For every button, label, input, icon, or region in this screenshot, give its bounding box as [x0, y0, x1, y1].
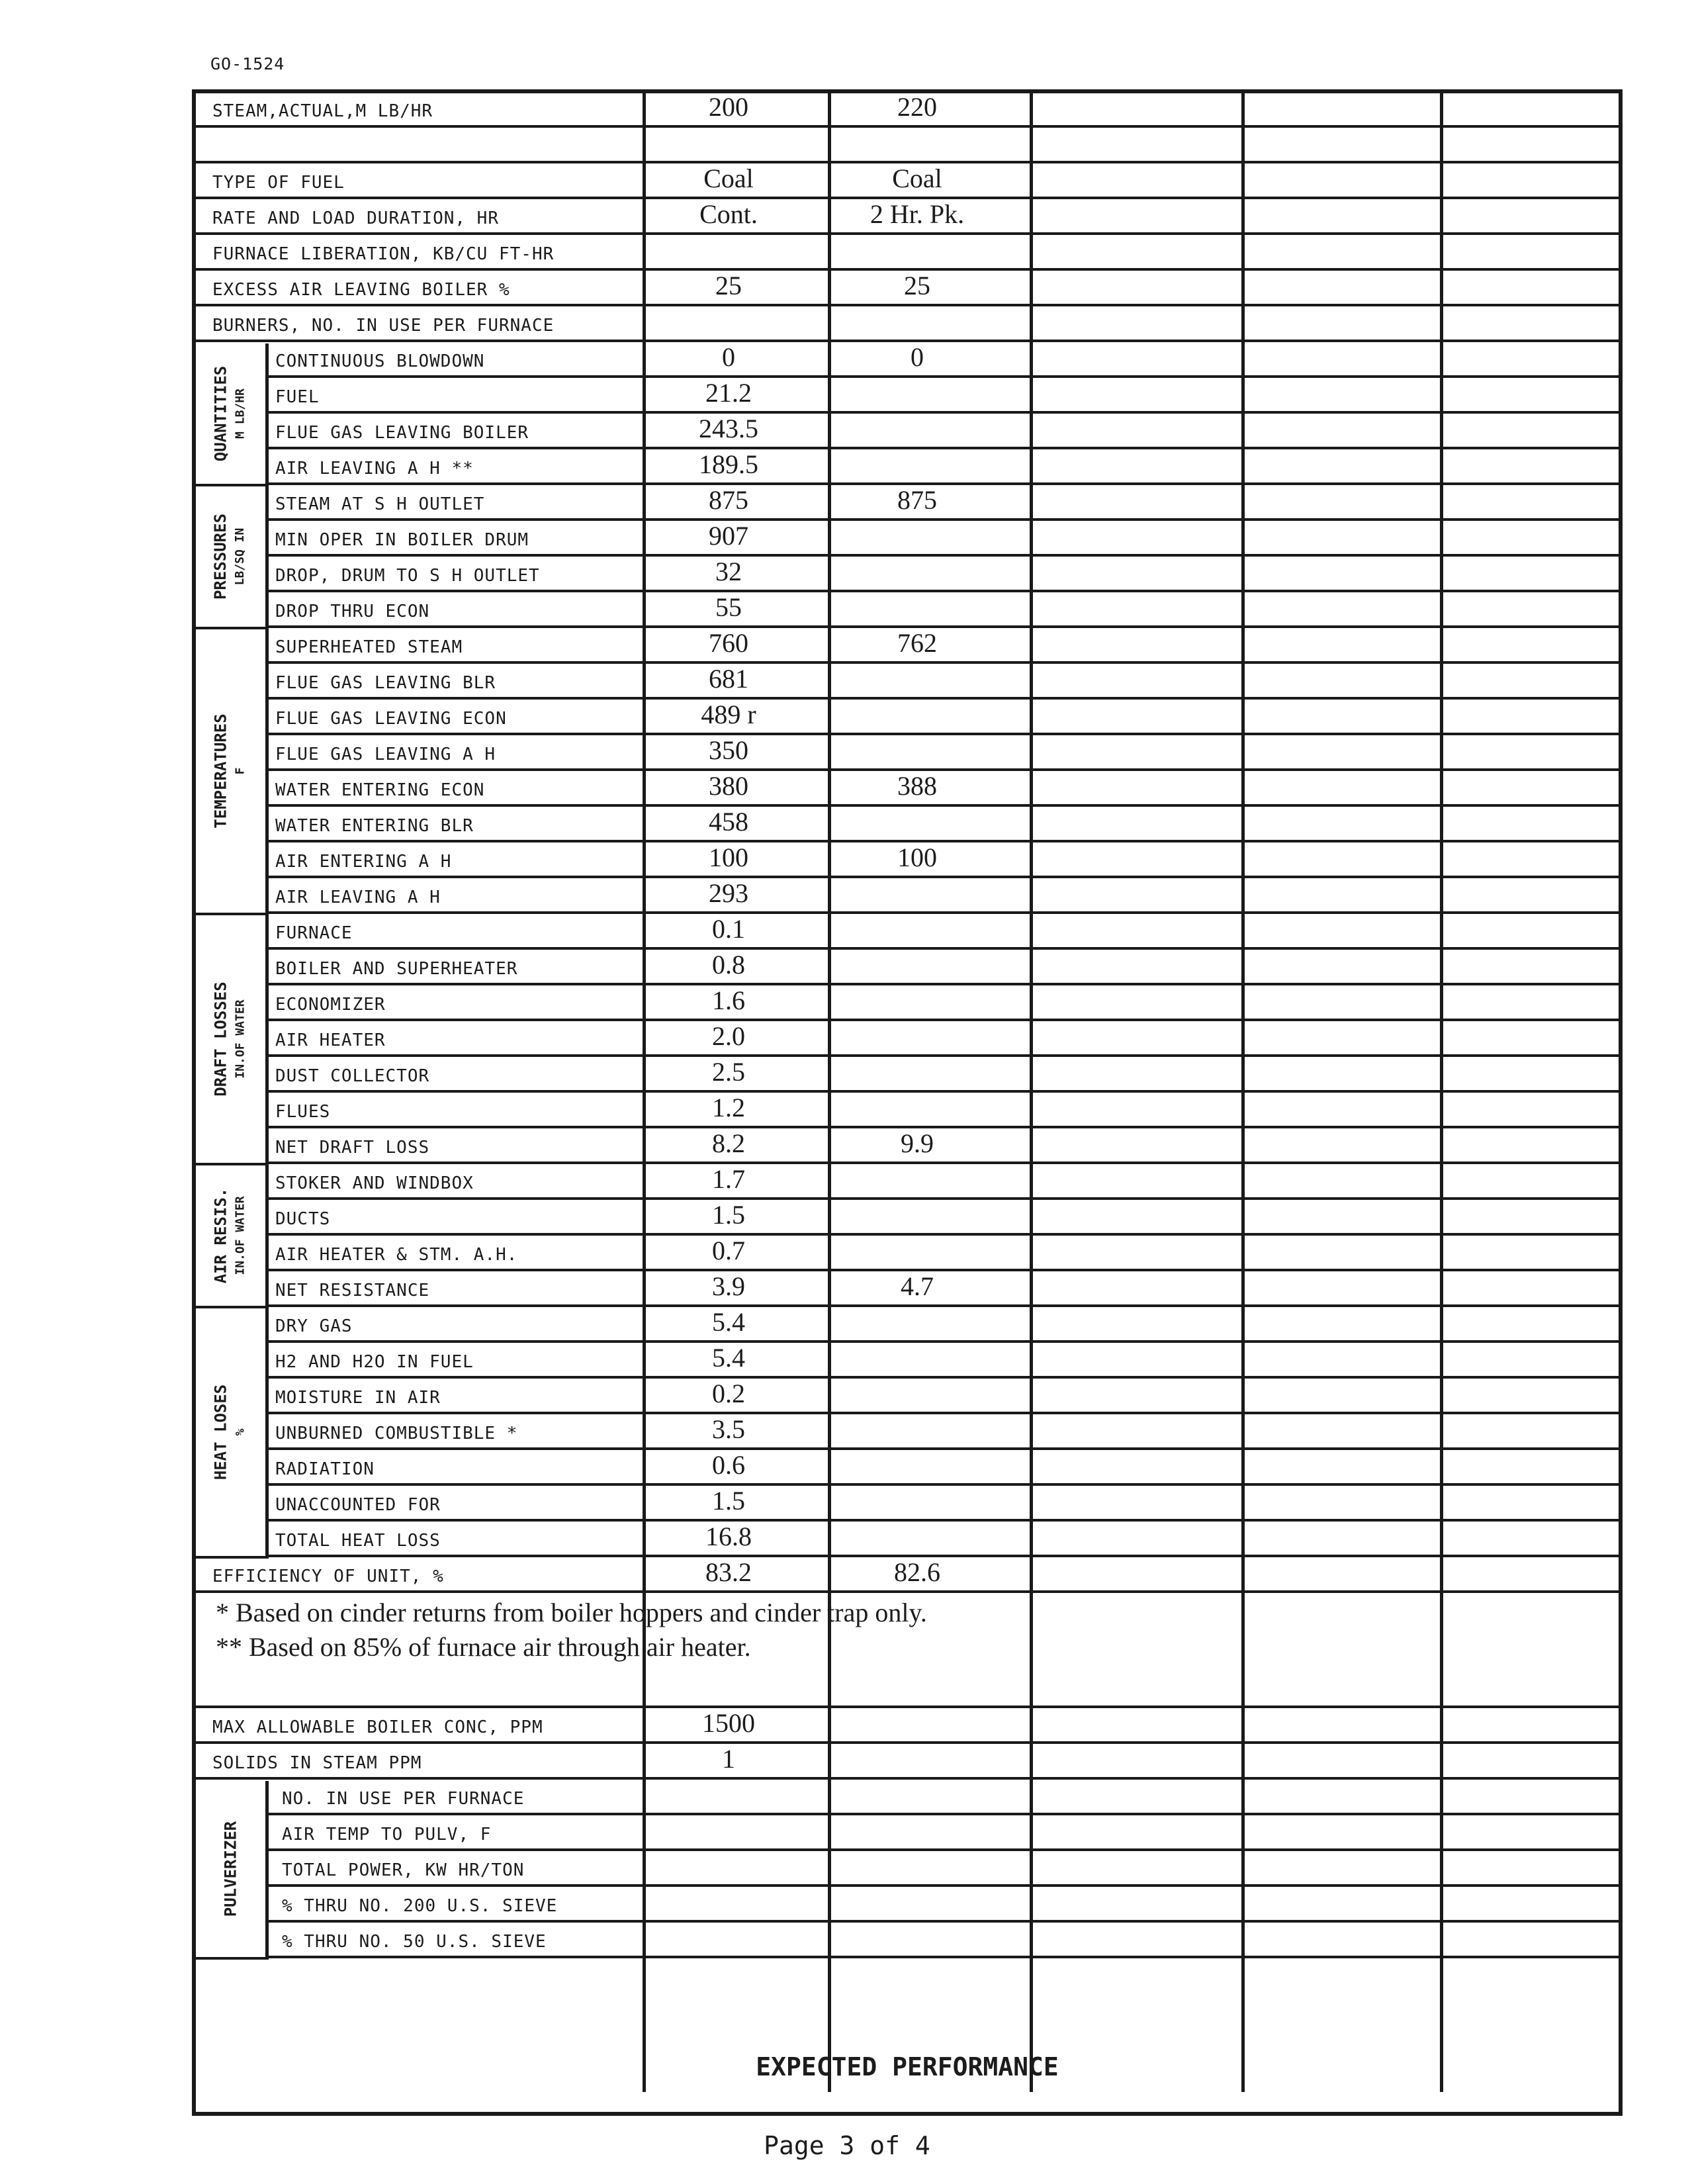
value-col-1: 32 — [715, 557, 742, 586]
table-row — [269, 1451, 1619, 1486]
table-row — [269, 951, 1619, 985]
group-title-text: PRESSURES — [211, 513, 230, 600]
value-col-1: 350 — [709, 735, 748, 765]
row-label: FURNACE LIBERATION, KB/CU FT-HR — [212, 244, 555, 264]
group-title — [211, 366, 251, 462]
table-row — [269, 1094, 1619, 1128]
group-label — [196, 343, 269, 486]
group-title-text: DRAFT LOSSES — [211, 981, 230, 1097]
value-col-1: 8.2 — [712, 1128, 745, 1158]
table-row — [269, 486, 1619, 521]
group-label — [196, 915, 269, 1165]
table-row — [269, 844, 1619, 878]
table-row — [269, 737, 1619, 771]
value-col-1: 25 — [715, 271, 742, 300]
table-row — [269, 1058, 1619, 1093]
value-col-2: 9.9 — [901, 1128, 934, 1158]
group-label — [196, 629, 269, 915]
group-title — [211, 981, 251, 1096]
table-row — [269, 1237, 1619, 1271]
row-label: DRY GAS — [275, 1316, 353, 1336]
value-col-1: 243.5 — [699, 414, 758, 443]
table-row — [196, 201, 1619, 235]
table-row — [269, 415, 1619, 449]
page-number: Page 3 of 4 — [764, 2131, 930, 2160]
value-col-2: 875 — [897, 485, 937, 515]
group-unit: F — [233, 767, 247, 775]
value-col-1: 1.6 — [712, 985, 745, 1015]
value-col-1: 5.4 — [712, 1343, 745, 1373]
row-label: AIR ENTERING A H — [275, 852, 452, 872]
table-row — [269, 701, 1619, 735]
group-label — [196, 1781, 269, 1960]
row-label: SOLIDS IN STEAM PPM — [212, 1753, 422, 1773]
group-label — [196, 486, 269, 629]
value-col-1: 0.7 — [712, 1236, 745, 1265]
table-row — [269, 1817, 1619, 1851]
value-col-2: 762 — [897, 628, 937, 658]
table-row — [269, 1888, 1619, 1923]
row-label: TOTAL POWER, KW HR/TON — [282, 1860, 525, 1880]
table-row — [269, 1308, 1619, 1343]
table-row — [269, 880, 1619, 914]
table-row — [269, 1201, 1619, 1236]
table-row — [269, 629, 1619, 664]
group-title — [211, 514, 251, 600]
group-title — [211, 1385, 251, 1480]
row-label: DUST COLLECTOR — [275, 1066, 430, 1086]
value-col-1: 458 — [709, 807, 748, 837]
group-title-text: HEAT LOSES — [211, 1384, 230, 1480]
table-row — [269, 1416, 1619, 1450]
row-label: RATE AND LOAD DURATION, HR — [212, 208, 499, 228]
value-col-1: 0.6 — [712, 1450, 745, 1480]
row-label: AIR TEMP TO PULV, F — [282, 1825, 492, 1844]
row-label: WATER ENTERING BLR — [275, 816, 474, 836]
value-col-1: 1.5 — [712, 1200, 745, 1230]
row-label: FLUES — [275, 1102, 331, 1122]
row-label: H2 AND H2O IN FUEL — [275, 1352, 474, 1372]
value-col-1: Coal — [703, 163, 754, 193]
table-row — [269, 1852, 1619, 1887]
group-unit: IN.OF WATER — [233, 999, 247, 1079]
value-col-1: 681 — [709, 664, 748, 694]
table-row — [269, 1165, 1619, 1200]
table-row — [196, 308, 1619, 342]
value-col-1: 2.0 — [712, 1021, 745, 1051]
row-label: EFFICIENCY OF UNIT, % — [212, 1567, 444, 1586]
row-label: DUCTS — [275, 1209, 331, 1229]
table-row — [196, 93, 1619, 128]
value-col-1: 189.5 — [699, 449, 758, 479]
value-col-2: Coal — [892, 163, 942, 193]
group-title — [211, 1188, 251, 1284]
value-col-2: 220 — [897, 92, 937, 122]
group-unit: M LB/HR — [233, 388, 247, 439]
row-label: SUPERHEATED STEAM — [275, 637, 463, 657]
table-row — [269, 1344, 1619, 1379]
row-label: FLUE GAS LEAVING ECON — [275, 709, 507, 729]
value-col-1: 16.8 — [705, 1522, 752, 1551]
row-label: % THRU NO. 200 U.S. SIEVE — [282, 1896, 558, 1916]
row-label: FUEL — [275, 387, 320, 407]
group-title — [211, 713, 251, 828]
row-label: STEAM,ACTUAL,M LB/HR — [212, 101, 433, 121]
group-unit: LB/SQ IN — [233, 527, 247, 586]
value-col-1: 5.4 — [712, 1307, 745, 1337]
group-label — [196, 1308, 269, 1559]
table-row — [196, 236, 1619, 271]
row-label: UNACCOUNTED FOR — [275, 1495, 441, 1515]
table-row — [269, 665, 1619, 700]
row-label: DROP, DRUM TO S H OUTLET — [275, 566, 540, 586]
value-col-2: 82.6 — [894, 1557, 940, 1587]
value-col-1: 0.2 — [712, 1379, 745, 1408]
value-col-1: 200 — [709, 92, 748, 122]
row-label: MOISTURE IN AIR — [275, 1388, 441, 1408]
row-label: EXCESS AIR LEAVING BOILER % — [212, 280, 510, 300]
group-title-text: QUANTITIES — [211, 365, 230, 462]
table-row — [196, 1559, 1619, 1593]
value-col-2: 100 — [897, 842, 937, 872]
value-col-1: 489 r — [701, 700, 756, 729]
row-label: FURNACE — [275, 923, 353, 943]
table-row — [269, 1924, 1619, 1958]
group-title: PULVERIZER — [221, 1821, 240, 1917]
document-id: GO-1524 — [210, 54, 285, 73]
footnote: ** Based on 85% of furnace air through air heater. — [216, 1632, 751, 1662]
value-col-1: 1.5 — [712, 1486, 745, 1516]
table-row — [269, 343, 1619, 378]
group-title-text: TEMPERATURES — [211, 713, 230, 829]
footer-title: EXPECTED PERFORMANCE — [756, 2052, 1059, 2081]
group-label — [196, 1165, 269, 1308]
row-label: WATER ENTERING ECON — [275, 780, 485, 800]
table-row — [196, 129, 1619, 163]
value-col-1: 1.7 — [712, 1164, 745, 1194]
row-label: NET DRAFT LOSS — [275, 1138, 430, 1158]
table-row — [269, 379, 1619, 414]
group-unit: % — [233, 1428, 247, 1436]
group-title-text: AIR RESIS. — [211, 1187, 230, 1284]
value-col-1: 2.5 — [712, 1057, 745, 1087]
value-col-1: 83.2 — [705, 1557, 752, 1587]
value-col-1: 1.2 — [712, 1093, 745, 1122]
value-col-1: 0.1 — [712, 914, 745, 944]
table-row — [269, 1380, 1619, 1414]
table-row — [196, 272, 1619, 306]
value-col-2: 25 — [904, 271, 930, 300]
row-label: TOTAL HEAT LOSS — [275, 1531, 441, 1551]
row-label: RADIATION — [275, 1459, 375, 1479]
value-col-2: 388 — [897, 771, 937, 801]
row-label: MIN OPER IN BOILER DRUM — [275, 530, 529, 550]
table-row — [196, 1709, 1619, 1744]
value-col-1: 100 — [709, 842, 748, 872]
row-label: % THRU NO. 50 U.S. SIEVE — [282, 1932, 547, 1952]
value-col-2: 4.7 — [901, 1271, 934, 1301]
row-label: BURNERS, NO. IN USE PER FURNACE — [212, 316, 555, 336]
value-col-1: 21.2 — [705, 378, 752, 408]
value-col-1: 760 — [709, 628, 748, 658]
row-label: AIR LEAVING A H — [275, 887, 441, 907]
row-label: NO. IN USE PER FURNACE — [282, 1789, 525, 1809]
value-col-1: 875 — [709, 485, 748, 515]
row-label: STOKER AND WINDBOX — [275, 1173, 474, 1193]
row-label: FLUE GAS LEAVING BOILER — [275, 423, 529, 443]
table-row — [269, 1023, 1619, 1057]
table-row — [269, 772, 1619, 807]
row-label: ECONOMIZER — [275, 995, 386, 1015]
table-row — [269, 558, 1619, 592]
group-unit: IN.OF WATER — [233, 1196, 247, 1275]
value-col-1: 3.5 — [712, 1414, 745, 1444]
row-label: FLUE GAS LEAVING A H — [275, 745, 496, 764]
value-col-2: 2 Hr. Pk. — [869, 199, 965, 229]
value-col-1: 0 — [722, 342, 735, 372]
row-label: AIR LEAVING A H ** — [275, 459, 474, 478]
value-col-1: 3.9 — [712, 1271, 745, 1301]
value-col-1: 0.8 — [712, 950, 745, 979]
row-label: NET RESISTANCE — [275, 1281, 430, 1300]
row-label: STEAM AT S H OUTLET — [275, 494, 485, 514]
table-row — [269, 1523, 1619, 1557]
table-row — [269, 808, 1619, 842]
row-label: DROP THRU ECON — [275, 602, 430, 621]
table-row — [269, 915, 1619, 950]
table-row — [196, 165, 1619, 199]
row-label: CONTINUOUS BLOWDOWN — [275, 351, 485, 371]
row-label: AIR HEATER & STM. A.H. — [275, 1245, 518, 1265]
performance-form — [192, 89, 1623, 2116]
value-col-1: 55 — [715, 592, 742, 622]
table-row — [269, 1487, 1619, 1522]
table-row — [196, 1674, 1619, 1708]
footnote: * Based on cinder returns from boiler hoppers and cinder trap only. — [216, 1598, 927, 1627]
row-label: TYPE OF FUEL — [212, 173, 345, 193]
value-col-1: Cont. — [699, 199, 758, 229]
table-row — [269, 451, 1619, 485]
row-label: BOILER AND SUPERHEATER — [275, 959, 518, 979]
table-row — [269, 1130, 1619, 1164]
value-col-1: 293 — [709, 878, 748, 908]
value-col-1: 1500 — [702, 1708, 755, 1738]
row-label: UNBURNED COMBUSTIBLE * — [275, 1424, 518, 1443]
value-col-1: 1 — [722, 1744, 735, 1774]
table-row — [196, 1745, 1619, 1780]
value-col-2: 0 — [911, 342, 924, 372]
row-label: FLUE GAS LEAVING BLR — [275, 673, 496, 693]
table-row — [269, 522, 1619, 557]
row-label: MAX ALLOWABLE BOILER CONC, PPM — [212, 1717, 543, 1737]
value-col-1: 907 — [709, 521, 748, 551]
row-label: AIR HEATER — [275, 1030, 386, 1050]
table-row — [269, 987, 1619, 1021]
table-row — [269, 594, 1619, 628]
value-col-1: 380 — [709, 771, 748, 801]
table-row — [269, 1781, 1619, 1815]
table-row — [269, 1273, 1619, 1307]
